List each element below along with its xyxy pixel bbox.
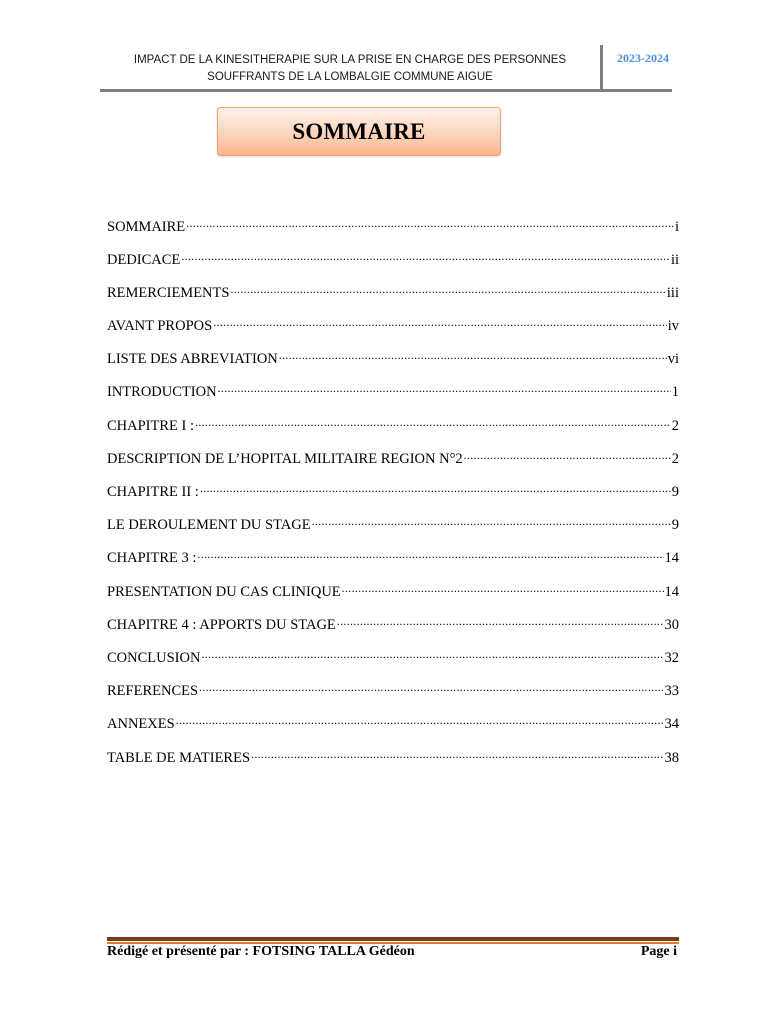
toc-entry-page: 33: [664, 683, 679, 700]
page-header: [100, 45, 672, 91]
toc-entry[interactable]: [107, 714, 679, 747]
toc-entry[interactable]: [107, 548, 679, 581]
document-title: [100, 52, 600, 86]
toc-entry-page: 9: [671, 517, 679, 534]
footer-author: Rédigé et présenté par : FOTSING TALLA Gédéon: [107, 944, 415, 959]
header-divider: [600, 45, 603, 91]
toc-entry-page: 14: [664, 550, 679, 567]
table-of-contents: [107, 216, 679, 780]
toc-entry-page: 2: [671, 417, 679, 434]
toc-dot-leader: [195, 415, 671, 430]
sommaire-title: SOMMAIRE: [292, 118, 426, 144]
toc-dot-leader: [279, 349, 667, 364]
toc-dot-leader: [181, 249, 670, 264]
toc-entry[interactable]: [107, 614, 679, 647]
header-rule: [100, 89, 672, 92]
toc-dot-leader: [337, 614, 664, 629]
toc-dot-leader: [464, 448, 671, 463]
toc-entry-page: iv: [667, 318, 679, 335]
sommaire-title-box: [217, 107, 501, 156]
toc-entry-label: CONCLUSION: [107, 649, 201, 666]
toc-dot-leader: [230, 282, 665, 297]
toc-entry-page: 2: [671, 450, 679, 467]
toc-entry[interactable]: [107, 515, 679, 548]
toc-entry-label: DESCRIPTION DE L’HOPITAL MILITAIRE REGION N°2: [107, 450, 463, 467]
toc-entry[interactable]: [107, 747, 679, 780]
toc-entry[interactable]: [107, 316, 679, 349]
toc-entry-label: DEDICACE: [107, 251, 181, 268]
toc-entry-label: CHAPITRE 4 : APPORTS DU STAGE: [107, 616, 336, 633]
toc-entry-label: ANNEXES: [107, 716, 175, 733]
toc-entry-label: CHAPITRE II :: [107, 484, 199, 500]
toc-entry-page: 9: [671, 484, 679, 500]
toc-dot-leader: [186, 216, 674, 231]
toc-entry[interactable]: [107, 349, 679, 382]
toc-entry-page: 38: [664, 749, 679, 766]
toc-entry-page: 14: [664, 583, 679, 600]
toc-entry[interactable]: [107, 448, 679, 481]
toc-entry-label: CHAPITRE I :: [107, 417, 194, 434]
toc-entry[interactable]: [107, 382, 679, 415]
toc-entry-page: 34: [664, 716, 679, 733]
toc-entry-label: LE DEROULEMENT DU STAGE: [107, 517, 311, 534]
toc-dot-leader: [213, 316, 667, 331]
toc-dot-leader: [197, 548, 663, 563]
toc-entry-page: 32: [664, 649, 679, 666]
toc-dot-leader: [201, 647, 663, 662]
toc-dot-leader: [199, 681, 663, 696]
toc-dot-leader: [176, 714, 664, 729]
toc-entry-label: LISTE DES ABREVIATION: [107, 351, 278, 368]
toc-entry-page: ii: [670, 251, 679, 268]
toc-entry-label: PRESENTATION DU CAS CLINIQUE: [107, 583, 341, 600]
toc-entry-page: iii: [666, 284, 679, 301]
toc-entry[interactable]: [107, 415, 679, 448]
toc-entry-label: REFERENCES: [107, 683, 199, 700]
toc-entry-label: REMERCIEMENTS: [107, 284, 230, 301]
document-title-line-1: IMPACT DE LA KINESITHERAPIE SUR LA PRISE EN CHARGE DES PERSONNES: [133, 54, 567, 66]
toc-entry-label: AVANT PROPOS: [107, 318, 213, 335]
toc-dot-leader: [342, 581, 664, 596]
toc-dot-leader: [312, 515, 671, 530]
document-title-line-2: SOUFFRANTS DE LA LOMBALGIE COMMUNE AIGUE: [207, 71, 493, 83]
toc-dot-leader: [251, 747, 663, 762]
toc-entry-label: CHAPITRE 3 :: [107, 550, 197, 567]
toc-entry[interactable]: [107, 482, 679, 515]
footer-page-number: Page i: [640, 944, 677, 959]
toc-entry-label: SOMMAIRE: [107, 218, 186, 235]
toc-entry[interactable]: [107, 249, 679, 282]
toc-entry[interactable]: [107, 581, 679, 614]
toc-dot-leader: [218, 382, 671, 397]
toc-entry-page: 30: [664, 616, 679, 633]
toc-entry-page: 1: [671, 384, 679, 401]
toc-entry-label: TABLE DE MATIERES: [107, 749, 251, 766]
toc-entry[interactable]: [107, 282, 679, 315]
toc-entry[interactable]: [107, 216, 679, 249]
toc-entry-page: vi: [667, 351, 679, 368]
toc-entry[interactable]: [107, 681, 679, 714]
toc-entry-page: i: [674, 218, 679, 235]
toc-entry-label: INTRODUCTION: [107, 384, 217, 401]
footer-rule-thick: [107, 937, 679, 941]
toc-entry[interactable]: [107, 647, 679, 680]
academic-year: 2023-2024: [617, 51, 669, 65]
toc-dot-leader: [200, 482, 671, 497]
